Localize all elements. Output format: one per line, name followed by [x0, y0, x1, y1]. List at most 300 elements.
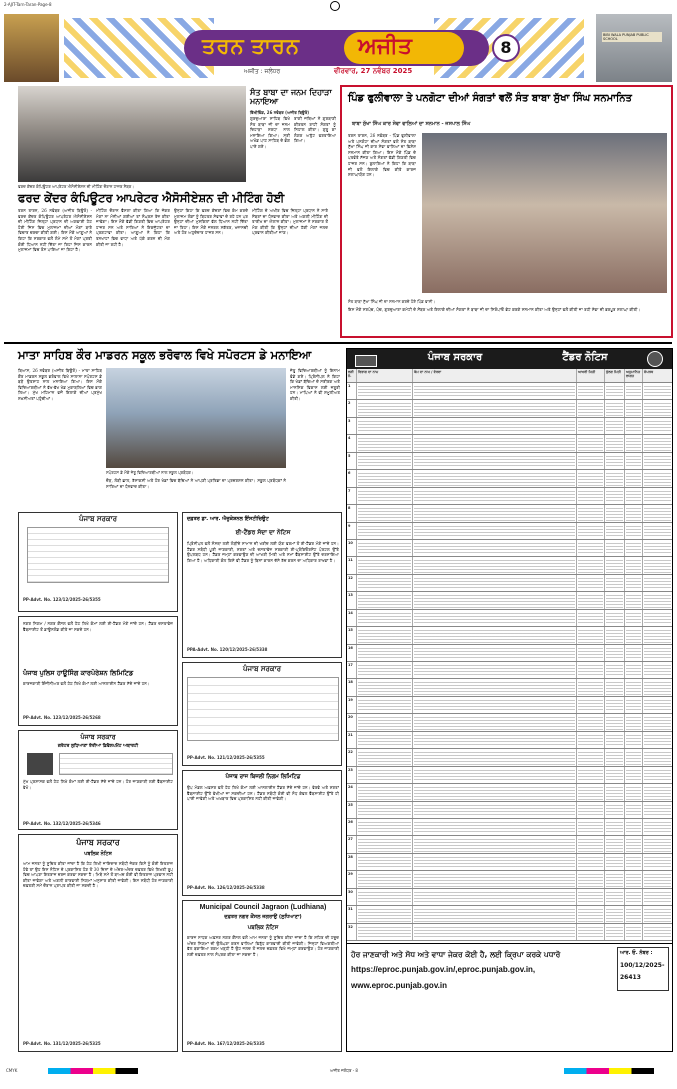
tender-cell — [357, 749, 413, 765]
tender-cell — [625, 418, 643, 434]
golden-temple-photo — [4, 14, 59, 82]
notice-4 — [18, 834, 178, 1052]
notice-3-title: ਪੰਜਾਬ ਸਰਕਾਰ — [80, 733, 116, 741]
tender-row — [347, 383, 672, 400]
tender-cell — [625, 767, 643, 783]
ro-value: 100/12/2025- — [620, 962, 665, 969]
tender-cell-text — [358, 837, 411, 851]
tender-row — [347, 819, 672, 836]
tender-cell — [625, 505, 643, 521]
tender-cell-text — [606, 419, 623, 433]
tender-cell — [413, 557, 577, 573]
tender-row — [347, 749, 672, 766]
tender-cell-text — [626, 506, 641, 520]
tender-cell — [577, 802, 605, 818]
tender-cell — [413, 871, 577, 887]
tender-row-number: 24 — [347, 784, 357, 800]
tender-cell — [625, 802, 643, 818]
tender-cell — [357, 592, 413, 608]
tender-row-number: 9 — [347, 523, 357, 539]
tender-cell-text — [414, 803, 575, 817]
tender-col-header: ਅਨੁਮਾਨਿਤ ਲਾਗਤ — [625, 369, 643, 382]
tender-row-number: 20 — [347, 714, 357, 730]
tender-cell-text — [578, 611, 603, 625]
tender-cell-text — [606, 454, 623, 468]
ro-label: ਆਰ. ਓ. ਨੰਬਰ : — [620, 950, 653, 956]
tender-cell-text — [644, 680, 671, 694]
tender-row-number: 19 — [347, 697, 357, 713]
notice-2-body-top: ਨਗਰ ਨਿਗਮ / ਨਗਰ ਕੌਂਸਲ ਵਲੋਂ ਹੇਠ ਲਿਖੇ ਕੰਮਾਂ ਲਈ ਈ-ਟੈਂਡਰ ਮੰਗੇ ਜਾਂਦੇ ਹਨ। ਟੈਂਡਰ ਦਸਤਾਵੇਜ਼ ਵੈੱਬਸਾਈਟ ਤੋਂ ਡਾਊਨਲੋਡ ਕੀਤੇ ਜਾ ਸਕਦੇ ਹਨ। — [23, 621, 173, 632]
notice-3-ppa: PP-Advt. No. 132/12/2025-26/5346 — [23, 821, 101, 826]
tender-cell — [357, 784, 413, 800]
tender-cell-text — [606, 680, 623, 694]
tender-cell — [643, 383, 672, 399]
tender-cell-text — [414, 611, 575, 625]
tender-row-number: 30 — [347, 889, 357, 905]
tender-cell — [413, 505, 577, 521]
ro-number-box — [617, 947, 669, 991]
tender-footer-divider — [347, 943, 672, 944]
tender-cell — [413, 435, 577, 451]
tender-cell — [643, 470, 672, 486]
tender-cell-text — [626, 436, 641, 450]
tender-cell — [605, 767, 625, 783]
tender-cell-text — [626, 384, 641, 398]
tender-row — [347, 488, 672, 505]
tender-cell-text — [358, 489, 411, 503]
tender-row — [347, 767, 672, 784]
tender-row — [347, 435, 672, 452]
tender-cell — [605, 679, 625, 695]
tender-cell-text — [606, 541, 623, 555]
tender-row-number: 14 — [347, 610, 357, 626]
tender-cell-text — [626, 489, 641, 503]
tender-cell-text — [358, 733, 411, 747]
tender-cell-text — [626, 733, 641, 747]
tender-cell-text — [358, 628, 411, 642]
notice-2-ppa: PP-Advt. No. 123/12/2025-26/5268 — [23, 715, 101, 720]
tender-cell — [625, 906, 643, 922]
tender-cell-text — [644, 454, 671, 468]
tender-cell-text — [358, 401, 411, 415]
tender-cell — [643, 679, 672, 695]
tender-cell-text — [578, 785, 603, 799]
tender-cell — [625, 679, 643, 695]
tender-row-number: 3 — [347, 418, 357, 434]
notice-4-title: ਪੰਜਾਬ ਸਰਕਾਰ — [76, 838, 120, 847]
tender-cell-text — [414, 785, 575, 799]
tender-cell — [357, 575, 413, 591]
tender-cell — [413, 592, 577, 608]
punjab-emblem-left — [355, 355, 377, 367]
tender-cell-text — [606, 715, 623, 729]
masthead-city: ਅਜੀਤ : ਜਲੰਧਰ — [244, 68, 281, 75]
tender-cell-text — [626, 872, 641, 886]
tender-cell-text — [606, 593, 623, 607]
tender-cell-text — [626, 837, 641, 851]
tender-cell-text — [644, 628, 671, 642]
tender-cell-text — [644, 837, 671, 851]
tender-cell — [357, 714, 413, 730]
tender-cell — [357, 523, 413, 539]
tender-row-number: 18 — [347, 679, 357, 695]
tender-cell-text — [414, 558, 575, 572]
tender-cell — [643, 488, 672, 504]
tender-row — [347, 697, 672, 714]
story3-footer-text: ਇਸ ਮੌਕੇ ਸਰਪੰਚ, ਪੰਚ, ਗੁਰਦੁਆਰਾ ਕਮੇਟੀ ਦੇ ਮੈਂਬਰ ਅਤੇ ਇਲਾਕੇ ਦੀਆਂ ਸੰਗਤਾਂ ਨੇ ਬਾਬਾ ਜੀ ਦਾ ਸਿਰੋਪਾਓ ਭੇਟ ਕਰਕੇ ਸਨਮਾਨ ਕੀਤਾ ਅਤੇ ਉਨ੍ਹਾਂ ਵਲੋਂ ਕੀਤੀ ਜਾ ਰਹੀ ਸੇਵਾ ਦੀ ਭਰਪੂਰ ਸ਼ਲਾਘਾ ਕੀਤੀ। — [348, 307, 641, 312]
tender-cell — [357, 697, 413, 713]
tender-row-number: 32 — [347, 924, 357, 940]
cmyk-label: CMYK — [6, 1068, 18, 1073]
tender-cell — [625, 784, 643, 800]
tender-cell — [357, 854, 413, 870]
tender-cell — [413, 662, 577, 678]
tender-cell — [413, 732, 577, 748]
tender-footer-line1: ਹੋਰ ਜਾਣਕਾਰੀ ਅਤੇ ਸੋਧ ਅਤੇ ਵਾਧਾ ਜੇਕਰ ਕੋਈ ਹੈ, ਲਈ ਕ੍ਰਿਪਾ ਕਰਕੇ ਪਧਾਰੋ — [351, 950, 561, 959]
story2-col2: ਰਾਗੀ ਜਥਿਆਂ ਨੇ ਗੁਰਬਾਣੀ ਕੀਰਤਨ ਰਾਹੀਂ ਸੰਗਤਾਂ ਨੂੰ ਨਿਹਾਲ ਕੀਤਾ। ਗੁਰੂ ਕਾ ਲੰਗਰ ਅਤੁੱਟ ਵਰਤਾਇਆ ਗਿਆ। — [294, 116, 336, 144]
tender-row — [347, 540, 672, 557]
tender-cell — [643, 749, 672, 765]
tender-header-bar — [347, 349, 672, 369]
tender-cell — [643, 836, 672, 852]
tender-cell — [605, 697, 625, 713]
notice-5-sub: ਈ-ਟੈਂਡਰ ਸੱਦਾ ਦਾ ਨੋਟਿਸ — [235, 529, 291, 536]
tender-row-number: 28 — [347, 854, 357, 870]
tender-cell-text — [644, 855, 671, 869]
notice-1-ppa: PP-Advt. No. 123/12/2025-26/5355 — [23, 597, 101, 602]
notice-6-title: ਪੰਜਾਬ ਸਰਕਾਰ — [242, 665, 281, 673]
tender-cell — [625, 383, 643, 399]
tender-cell-text — [578, 715, 603, 729]
tender-cell — [413, 836, 577, 852]
tender-cell-text — [626, 715, 641, 729]
tender-cell — [577, 453, 605, 469]
tender-cell-text — [414, 401, 575, 415]
tender-cell — [643, 540, 672, 556]
tender-cell-text — [358, 611, 411, 625]
tender-cell-text — [414, 872, 575, 886]
tender-cell — [357, 767, 413, 783]
story4-headline: ਮਾਤਾ ਸਾਹਿਬ ਕੌਰ ਮਾਡਰਨ ਸਕੂਲ ਭਰੋਵਾਲ ਵਿਖੇ ਸਪੋਰਟਸ ਡੇ ਮਨਾਇਆ — [18, 348, 312, 362]
masthead-right-photo — [596, 14, 672, 82]
tender-cell-text — [606, 872, 623, 886]
tender-cell-text — [644, 750, 671, 764]
notice-6-ppa: PP-Advt. No. 121/12/2025-26/5355 — [187, 755, 265, 760]
tender-cell-text — [626, 576, 641, 590]
tender-cell — [605, 924, 625, 940]
tender-cell-text — [578, 680, 603, 694]
tender-cell-text — [644, 489, 671, 503]
tender-row-number: 13 — [347, 592, 357, 608]
tender-cell — [413, 889, 577, 905]
tender-cell-text — [626, 646, 641, 660]
tender-cell-text — [414, 454, 575, 468]
title-bar — [184, 30, 489, 66]
tender-cell-text — [358, 593, 411, 607]
tender-cell — [357, 383, 413, 399]
tender-cell-text — [414, 855, 575, 869]
tender-cell — [625, 488, 643, 504]
tender-cell — [413, 400, 577, 416]
tender-cell — [605, 523, 625, 539]
tender-cell-text — [644, 524, 671, 538]
tender-cell-text — [626, 611, 641, 625]
masthead-title-right-bg — [344, 32, 464, 64]
tender-cell — [413, 906, 577, 922]
tender-cell-text — [578, 907, 603, 921]
tender-cell — [625, 627, 643, 643]
tender-cell — [577, 400, 605, 416]
tender-cell-text — [606, 855, 623, 869]
tender-row-number: 8 — [347, 505, 357, 521]
tender-cell — [413, 645, 577, 661]
tender-cell-text — [578, 646, 603, 660]
tender-cell — [357, 400, 413, 416]
notice-3 — [18, 730, 178, 830]
tender-cell — [605, 714, 625, 730]
tender-cell-text — [578, 890, 603, 904]
tender-cell — [625, 836, 643, 852]
tender-cell — [625, 871, 643, 887]
tender-row — [347, 889, 672, 906]
notice-1-title: ਪੰਜਾਬ ਸਰਕਾਰ — [78, 515, 117, 523]
tender-cell-text — [606, 837, 623, 851]
notice-8-title: Municipal Council Jagraon (Ludhiana) — [199, 904, 327, 911]
tender-row — [347, 523, 672, 540]
tender-row-number: 1 — [347, 383, 357, 399]
tender-cell — [577, 889, 605, 905]
tender-cell — [357, 924, 413, 940]
tender-cell — [577, 470, 605, 486]
tender-cell — [413, 453, 577, 469]
tender-cell — [643, 889, 672, 905]
notice-3-table — [59, 753, 173, 775]
tender-cell — [605, 488, 625, 504]
tender-cell — [605, 418, 625, 434]
tender-cell — [357, 540, 413, 556]
tender-row — [347, 854, 672, 871]
tender-cell — [577, 819, 605, 835]
tender-row-number: 10 — [347, 540, 357, 556]
notice-3-body: ਮੁੱਖ ਪ੍ਰਸ਼ਾਸਕ ਵਲੋਂ ਹੇਠ ਲਿਖੇ ਕੰਮਾਂ ਲਈ ਈ-ਟੈਂਡਰ ਸੱਦੇ ਜਾਂਦੇ ਹਨ। ਹੋਰ ਜਾਣਕਾਰੀ ਲਈ ਵੈੱਬਸਾਈਟ ਵੇਖੋ। — [23, 779, 173, 790]
tender-cell — [357, 610, 413, 626]
tender-row-number: 15 — [347, 627, 357, 643]
notice-5-ppa: PPA-Advt. No. 120/12/2025-26/5338 — [187, 647, 268, 652]
tender-cell — [625, 592, 643, 608]
tender-cell — [413, 854, 577, 870]
tender-cell — [413, 714, 577, 730]
tender-cell-text — [578, 663, 603, 677]
tender-cell — [577, 505, 605, 521]
tender-cell-text — [414, 628, 575, 642]
notice-5-title: ਦਫ਼ਤਰ ਡਾ. ਆਰ. ਐਜੂਕੇਸ਼ਨਲ ਇੰਸਟੀਚਿਊਟ — [187, 516, 269, 522]
tender-cell — [577, 679, 605, 695]
tender-cell — [605, 627, 625, 643]
tender-cell-text — [358, 436, 411, 450]
tender-cell — [413, 540, 577, 556]
tender-row — [347, 592, 672, 609]
tender-cell — [577, 557, 605, 573]
tender-cell — [577, 854, 605, 870]
tender-cell-text — [414, 384, 575, 398]
masthead-title-right: ਅਜੀਤ — [358, 34, 412, 59]
tender-row — [347, 871, 672, 888]
tender-cell — [643, 435, 672, 451]
glada-logo — [27, 753, 53, 775]
tender-cell-text — [578, 419, 603, 433]
tender-cell — [643, 802, 672, 818]
tender-row-number: 7 — [347, 488, 357, 504]
tender-cell — [605, 662, 625, 678]
tender-cell-text — [606, 785, 623, 799]
tender-cell-text — [644, 715, 671, 729]
story3-caption: ਸੰਤ ਬਾਬਾ ਸੁੱਖਾ ਸਿੰਘ ਜੀ ਦਾ ਸਨਮਾਨ ਕਰਦੇ ਹੋਏ ਪਿੰਡ ਵਾਸੀ। — [348, 299, 436, 304]
tender-cell — [605, 435, 625, 451]
tender-cell-text — [626, 803, 641, 817]
tender-title-right: ਟੈਂਡਰ ਨੋਟਿਸ — [562, 352, 608, 363]
tender-cell-text — [358, 646, 411, 660]
tender-cell-text — [358, 524, 411, 538]
tender-cell — [605, 732, 625, 748]
tender-row-number: 17 — [347, 662, 357, 678]
tender-cell-text — [414, 715, 575, 729]
story1-col1: ਤਰਨ ਤਾਰਨ, 26 ਨਵੰਬਰ (ਅਜੀਤ ਬਿਊਰੋ) - ਫਰਦ ਕੇਂਦਰ ਕੰਪਿਊਟਰ ਆਪਰੇਟਰ ਐਸੋਸੀਏਸ਼ਨ ਦੀ ਮੀਟਿੰਗ ਜ਼ਿਲ੍ਹਾ ਪ੍ਰਧਾਨ ਦੀ ਅਗਵਾਈ ਹੇਠ ਹੋਈ ਜਿਸ ਵਿਚ ਮੁਲਾਜ਼ਮਾਂ ਦੀਆਂ ਮੰਗਾਂ ਬਾਰੇ ਵਿਚਾਰ ਚਰਚਾ ਕੀਤੀ ਗਈ। ਇਸ ਮੌਕੇ ਆਗੂਆਂ ਨੇ ਕਿਹਾ ਕਿ ਸਰਕਾਰ ਵਲੋਂ ਲੰਮੇ ਸਮੇਂ ਤੋਂ ਮੰਗਾਂ ਪ੍ਰਤੀ ਕੋਈ ਧਿਆਨ ਨਹੀਂ ਦਿੱਤਾ ਜਾ ਰਿਹਾ ਜਿਸ ਕਾਰਨ ਮੁਲਾਜ਼ਮਾਂ ਵਿਚ ਰੋਸ ਪਾਇਆ ਜਾ ਰਿਹਾ ਹੈ। — [18, 208, 92, 253]
tender-cell — [643, 575, 672, 591]
notice-6 — [182, 662, 342, 766]
tender-cell-text — [606, 907, 623, 921]
tender-cell-text — [414, 680, 575, 694]
tender-cell — [577, 627, 605, 643]
tender-row-number: 21 — [347, 732, 357, 748]
tender-cell — [357, 453, 413, 469]
tender-cell-text — [414, 593, 575, 607]
tender-cell — [643, 418, 672, 434]
tender-cell-text — [606, 401, 623, 415]
tender-cell-text — [626, 663, 641, 677]
tender-notice — [346, 348, 673, 1052]
tender-cell-text — [358, 698, 411, 712]
tender-cell-text — [626, 401, 641, 415]
tender-cell — [357, 435, 413, 451]
tender-row-number: 22 — [347, 749, 357, 765]
tender-row — [347, 470, 672, 487]
tender-cell-text — [358, 558, 411, 572]
tender-table — [347, 369, 672, 941]
tender-cell-text — [606, 506, 623, 520]
story4-col1: ਬਿਆਸ, 26 ਨਵੰਬਰ (ਅਜੀਤ ਬਿਊਰੋ) - ਮਾਤਾ ਸਾਹਿਬ ਕੌਰ ਮਾਡਰਨ ਸਕੂਲ ਭਰੋਵਾਲ ਵਿਖੇ ਸਾਲਾਨਾ ਸਪੋਰਟਸ ਡੇ ਬੜੇ ਉਤਸ਼ਾਹ ਨਾਲ ਮਨਾਇਆ ਗਿਆ। ਇਸ ਮੌਕੇ ਵਿਦਿਆਰਥੀਆਂ ਨੇ ਵੱਖ-ਵੱਖ ਖੇਡ ਮੁਕਾਬਲਿਆਂ ਵਿਚ ਭਾਗ ਲਿਆ। ਮੁੱਖ ਮਹਿਮਾਨ ਵਜੋਂ ਇਲਾਕੇ ਦੀਆਂ ਪ੍ਰਮੁੱਖ ਸ਼ਖ਼ਸੀਅਤਾਂ ਪਹੁੰਚੀਆਂ। — [18, 368, 102, 401]
tender-footer-url1[interactable]: https://eproc.punjab.gov.in/,eproc.punjab.gov.in, — [351, 965, 536, 974]
tender-cell — [625, 732, 643, 748]
tender-cell-text — [606, 628, 623, 642]
tender-cell-text — [626, 454, 641, 468]
tender-cell-text — [358, 872, 411, 886]
notice-7 — [182, 770, 342, 896]
tender-cell — [577, 540, 605, 556]
tender-cell-text — [578, 855, 603, 869]
tender-cell — [577, 383, 605, 399]
section-divider — [4, 342, 672, 344]
notice-4-ppa: PP-Advt. No. 131/12/2025-26/5325 — [23, 1041, 101, 1046]
tender-cell-text — [606, 733, 623, 747]
tender-cell — [625, 540, 643, 556]
tender-cell — [413, 627, 577, 643]
tender-cell — [577, 714, 605, 730]
tender-cell — [413, 470, 577, 486]
tender-row-number: 16 — [347, 645, 357, 661]
tender-row — [347, 418, 672, 435]
tender-title-left: ਪੰਜਾਬ ਸਰਕਾਰ — [427, 352, 483, 363]
tender-cell-text — [606, 646, 623, 660]
story2-headline: ਸੰਤ ਬਾਬਾ ਦਾ ਜਨਮ ਦਿਹਾੜਾ ਮਨਾਇਆ — [250, 88, 332, 106]
tender-cell — [577, 662, 605, 678]
tender-cell-text — [414, 524, 575, 538]
tender-cell-text — [578, 454, 603, 468]
tender-cell-text — [606, 890, 623, 904]
tender-cell-text — [644, 611, 671, 625]
sports-day-photo — [106, 368, 286, 468]
tender-cell — [625, 470, 643, 486]
notice-2 — [18, 616, 178, 726]
tender-cell — [605, 592, 625, 608]
tender-col-header: ਕੰਮ ਦਾ ਨਾਮ / ਵੇਰਵਾ — [413, 369, 577, 382]
tender-cell-text — [644, 436, 671, 450]
tender-cell — [577, 784, 605, 800]
tender-cell-text — [414, 419, 575, 433]
notice-1 — [18, 512, 178, 612]
notice-3-sub: ਗਰੇਟਰ ਲੁਧਿਆਣਾ ਏਰੀਆ ਡਿਵੈਲਪਮੈਂਟ ਅਥਾਰਟੀ — [57, 744, 139, 749]
cmyk-swatch-left — [48, 1068, 138, 1074]
tender-cell — [643, 400, 672, 416]
tender-cell — [643, 662, 672, 678]
tender-cell-text — [414, 436, 575, 450]
tender-cell — [643, 557, 672, 573]
tender-cell-text — [606, 384, 623, 398]
tender-cell-text — [358, 419, 411, 433]
page-number: 8 — [492, 34, 520, 62]
tender-cell — [643, 714, 672, 730]
tender-row — [347, 732, 672, 749]
tender-cell — [577, 871, 605, 887]
tender-cell-text — [606, 489, 623, 503]
tender-row — [347, 557, 672, 574]
notice-5-body: ਪ੍ਰਿੰਸੀਪਲ ਵਲੋਂ ਸੰਸਥਾ ਲਈ ਲੋੜੀਂਦੇ ਸਾਮਾਨ ਦੀ ਖਰੀਦ ਲਈ ਯੋਗ ਫਰਮਾਂ ਤੋਂ ਈ-ਟੈਂਡਰ ਮੰਗੇ ਜਾਂਦੇ ਹਨ। ਟੈਂਡਰ ਸਬੰਧੀ ਪੂਰੀ ਜਾਣਕਾਰੀ, ਸ਼ਰਤਾਂ ਅਤੇ ਦਸਤਾਵੇਜ਼ ਸਰਕਾਰੀ ਈ-ਪ੍ਰੋਕਿਓਰਮੈਂਟ ਪੋਰਟਲ ਉੱਤੇ ਉਪਲਬਧ ਹਨ। ਟੈਂਡਰ ਜਮ੍ਹਾਂ ਕਰਵਾਉਣ ਦੀ ਆਖਰੀ ਮਿਤੀ ਅਤੇ ਸਮਾਂ ਵੈੱਬਸਾਈਟ ਉੱਤੇ ਦਰਸਾਇਆ ਗਿਆ ਹੈ। ਅਧਿਕਾਰੀ ਕੋਲ ਕਿਸੇ ਵੀ ਟੈਂਡਰ ਨੂੰ ਬਿਨਾਂ ਕਾਰਨ ਦੱਸੇ ਰੱਦ ਕਰਨ ਦਾ ਅਧਿਕਾਰ ਰਾਖਵਾਂ ਹੈ। — [187, 541, 339, 563]
tender-row-number: 27 — [347, 836, 357, 852]
tender-cell — [577, 924, 605, 940]
tender-row-number: 5 — [347, 453, 357, 469]
tender-cell-text — [414, 663, 575, 677]
tender-cell-text — [626, 628, 641, 642]
tender-cell-text — [414, 907, 575, 921]
photo-signboard: BIBI WALA PUNJAB PUBLIC SCHOOL — [602, 32, 662, 42]
tender-header-row — [347, 369, 672, 383]
tender-cell — [605, 906, 625, 922]
tender-cell-text — [358, 925, 411, 939]
tender-footer-url2[interactable]: www.eproc.punjab.gov.in — [351, 981, 448, 990]
tender-col-header: ਸੰਪਰਕ — [644, 370, 654, 374]
tender-cell-text — [644, 419, 671, 433]
tender-cell — [625, 924, 643, 940]
tender-cell — [577, 523, 605, 539]
tender-cell-text — [644, 925, 671, 939]
tender-cell — [605, 505, 625, 521]
tender-row — [347, 924, 672, 941]
tender-cell-text — [606, 820, 623, 834]
tender-cell — [413, 819, 577, 835]
tender-cell — [625, 819, 643, 835]
tender-cell-text — [606, 524, 623, 538]
tender-cell-text — [414, 768, 575, 782]
tender-cell — [643, 732, 672, 748]
